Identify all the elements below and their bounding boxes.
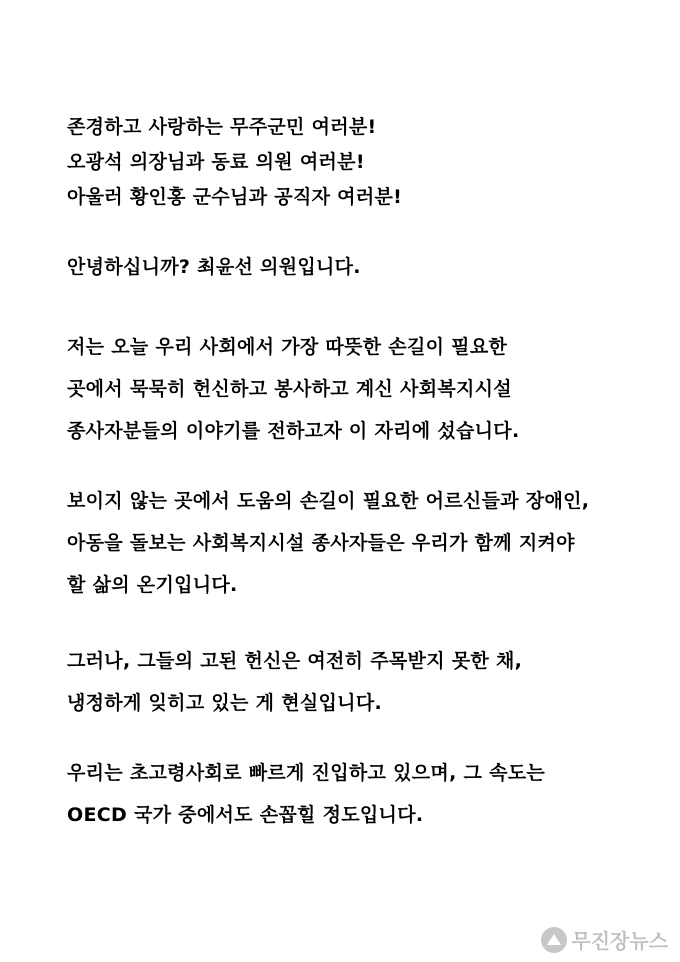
- watermark: [541, 925, 668, 954]
- text-line: 아동을 돌보는 사회복지시설 종사자들은 우리가 함께 지켜야: [67, 532, 575, 554]
- body-paragraph-2: [67, 480, 627, 606]
- text-line: 저는 오늘 우리 사회에서 가장 따뜻한 손길이 필요한: [67, 336, 508, 358]
- watermark-text: 무진장뉴스: [571, 929, 668, 953]
- text-line: 보이지 않는 곳에서 도움의 손길이 필요한 어르신들과 장애인,: [67, 490, 590, 512]
- greeting-paragraph: [67, 110, 627, 215]
- text-line: 냉정하게 잊히고 있는 게 현실입니다.: [67, 692, 382, 714]
- text-line: 오광석 의장님과 동료 의원 여러분!: [67, 151, 365, 173]
- text-line: 그러나, 그들의 고된 헌신은 여전히 주목받지 못한 채,: [67, 650, 523, 672]
- text-line: 안녕하십니까? 최윤선 의원입니다.: [67, 256, 361, 278]
- text-line: 종사자분들의 이야기를 전하고자 이 자리에 섰습니다.: [67, 420, 520, 442]
- text-line: 곳에서 묵묵히 헌신하고 봉사하고 계신 사회복지시설: [67, 378, 512, 400]
- introduction-paragraph: [67, 250, 627, 285]
- text-line: 존경하고 사랑하는 무주군민 여러분!: [67, 116, 377, 138]
- text-line: 할 삶의 온기입니다.: [67, 574, 238, 596]
- body-paragraph-4: [67, 752, 627, 836]
- body-paragraph-1: [67, 326, 627, 452]
- text-line: 아울러 황인홍 군수님과 공직자 여러분!: [67, 186, 403, 208]
- mountain-logo-icon: [541, 927, 567, 953]
- text-line: 우리는 초고령사회로 빠르게 진입하고 있으며, 그 속도는: [67, 762, 546, 784]
- body-paragraph-3: [67, 640, 627, 724]
- text-line: OECD 국가 중에서도 손꼽힐 정도입니다.: [67, 804, 424, 826]
